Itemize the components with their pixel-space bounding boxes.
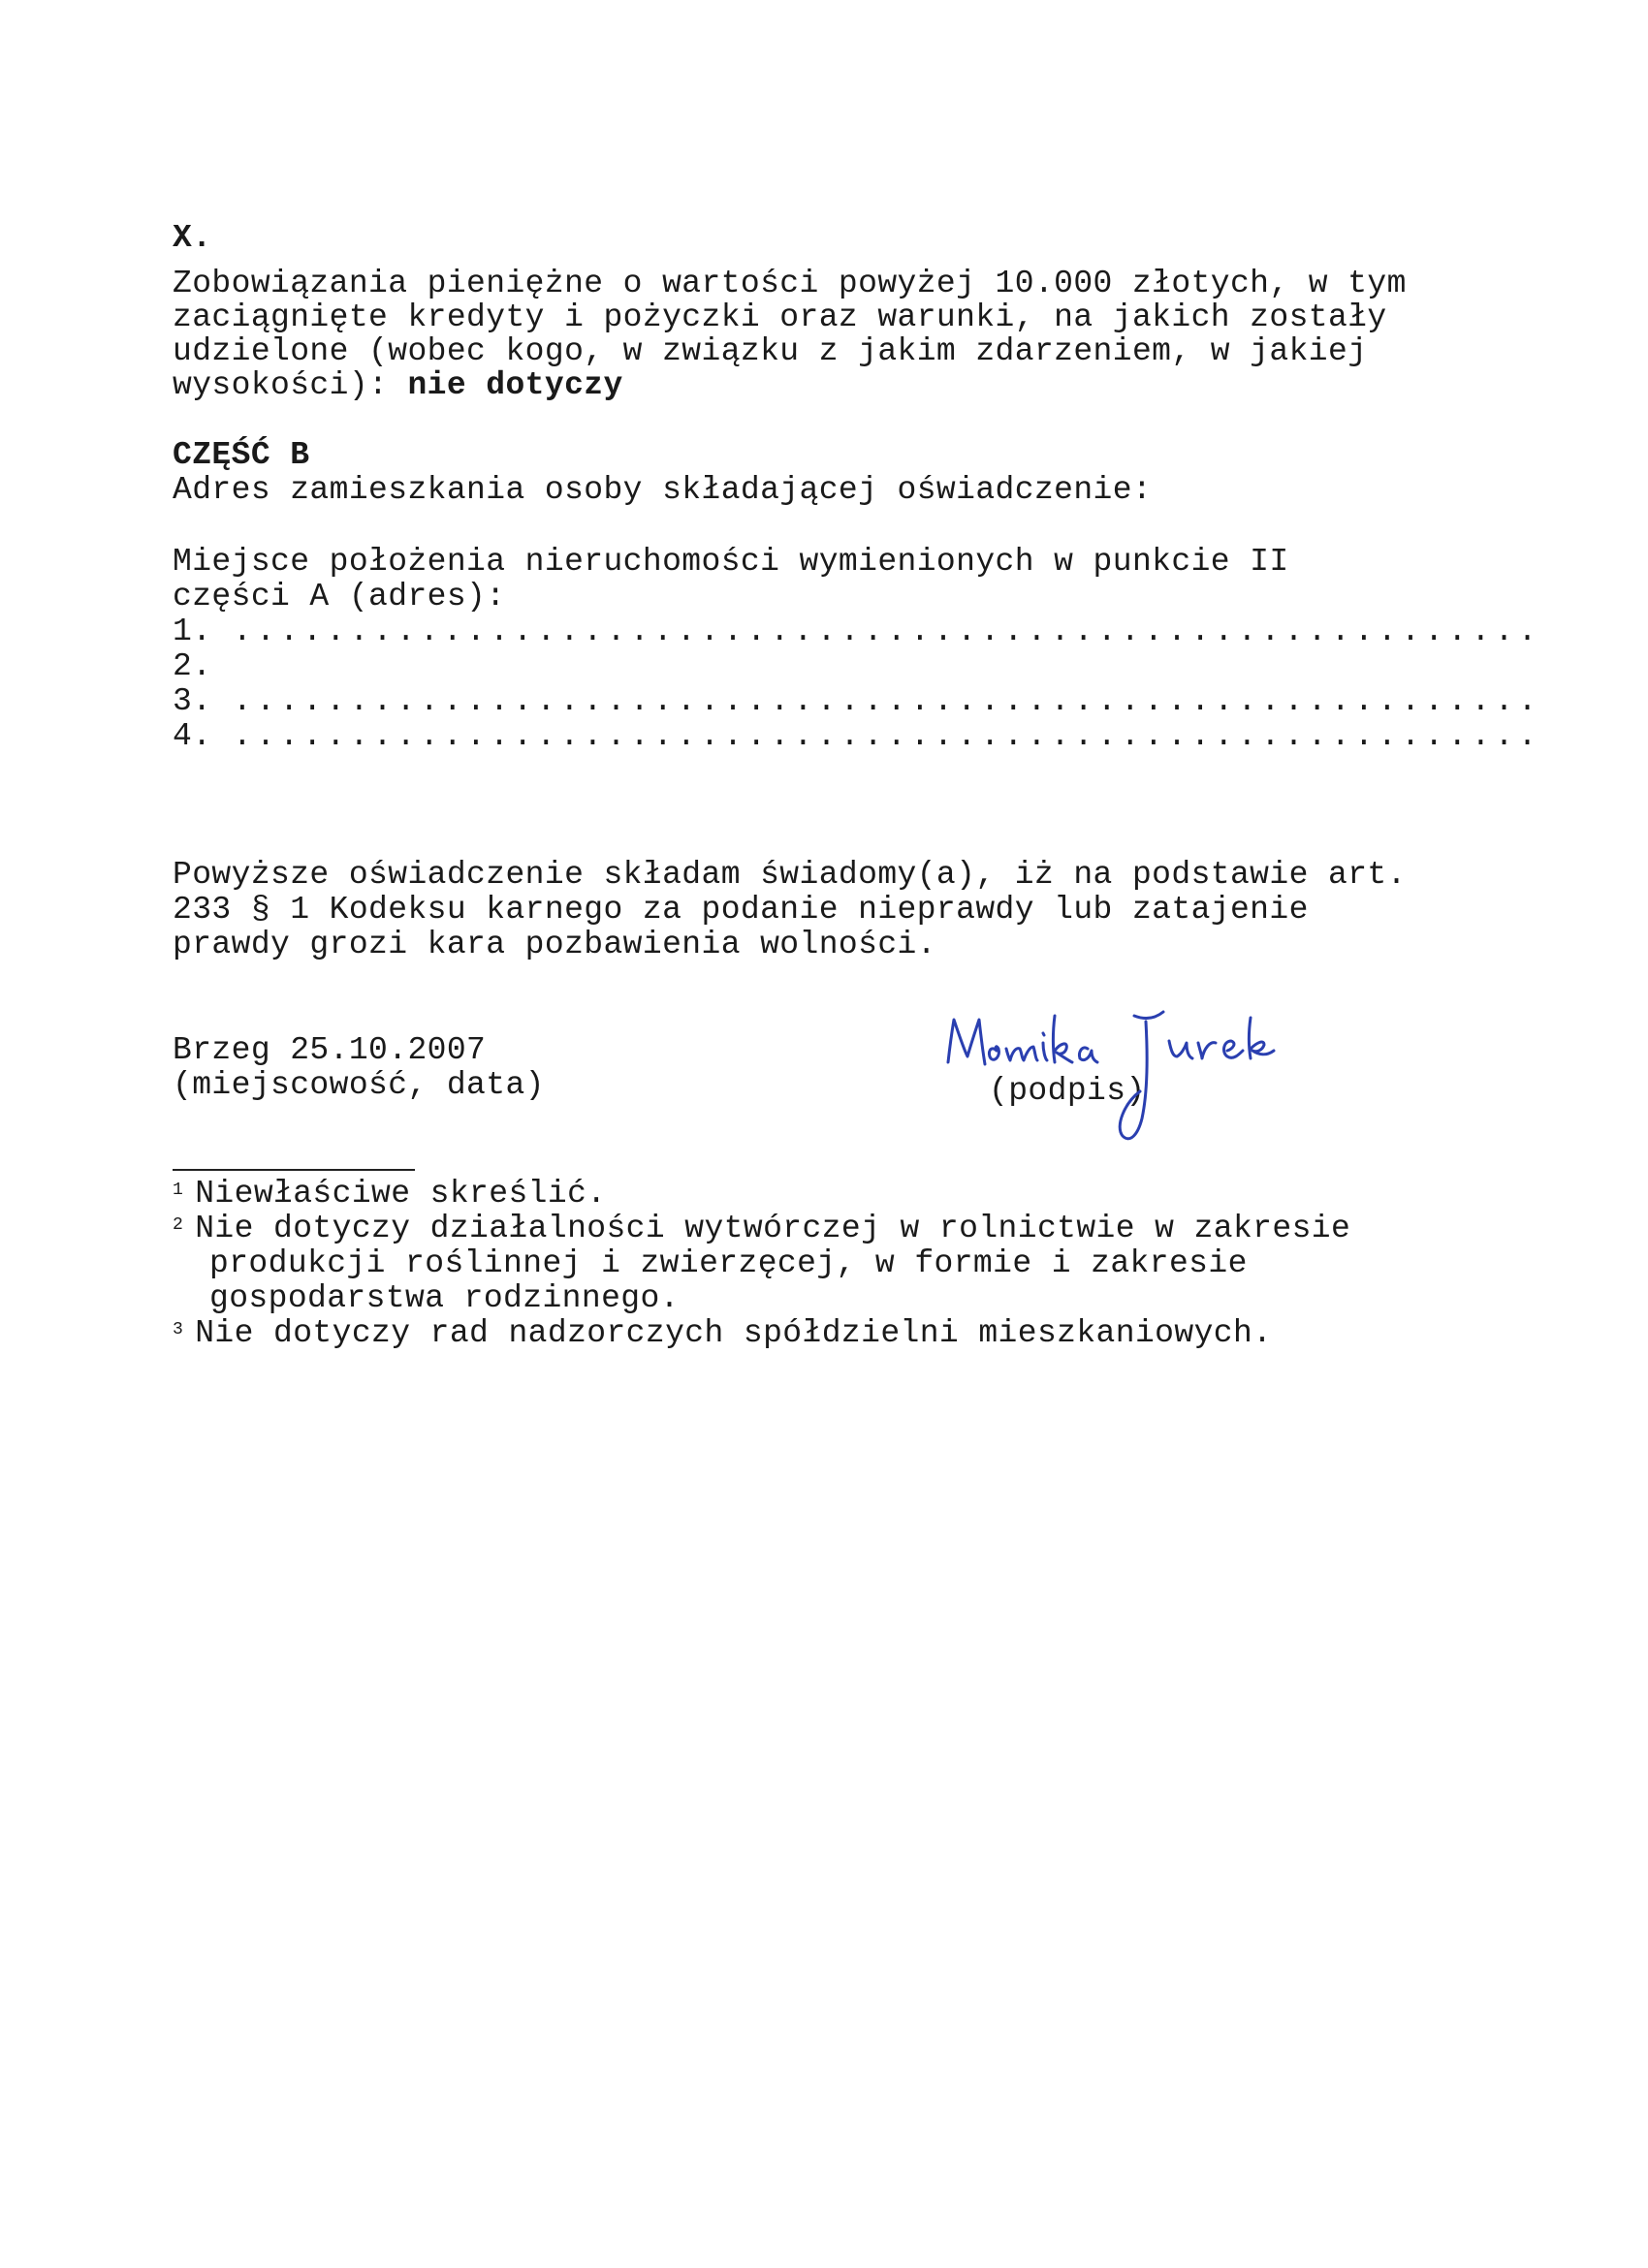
section-x-answer: nie dotyczy — [407, 367, 623, 403]
footnote-text: Niewłaściwe skreślić. — [195, 1176, 607, 1212]
section-x-text-line: Zobowiązania pieniężne o wartości powyżej 10.000 złotych, w tym — [173, 266, 1407, 301]
footnote-mark: 2 — [173, 1215, 184, 1235]
footnote-text: gospodarstwa rodzinnego. — [209, 1280, 680, 1316]
footnote-text: Nie dotyczy rad nadzorczych spółdzielni mieszkaniowych. — [195, 1315, 1273, 1351]
signature-stroke — [1250, 1018, 1275, 1058]
signature-stroke — [1006, 1047, 1037, 1060]
footnote-text: produkcji roślinnej i zwierzęcej, w formie i zakresie — [209, 1245, 1248, 1281]
signature-stroke — [1054, 1016, 1073, 1062]
footnote-2 — [173, 1212, 1350, 1246]
signature-stroke — [1043, 1033, 1044, 1035]
declaration-line: Powyższe oświadczenie składam świadomy(a), iż na podstawie art. — [173, 857, 1407, 893]
declaration-line: prawdy grozi kara pozbawienia wolności. — [173, 927, 936, 962]
footnote-mark: 3 — [173, 1320, 184, 1339]
signature-stroke — [1120, 1012, 1163, 1139]
section-x-text-line: zaciągnięte kredyty i pożyczki oraz warunki, na jakich zostały — [173, 299, 1387, 335]
property-item-number: 1. — [173, 614, 212, 649]
property-item-number: 3. — [173, 683, 212, 719]
signature-stroke — [1224, 1041, 1243, 1057]
property-label-line: Miejsce położenia nieruchomości wymienionych w punkcie II — [173, 544, 1289, 580]
place-date-label: (miejscowość, data) — [173, 1067, 545, 1103]
place-date-value: Brzeg 25.10.2007 — [173, 1032, 487, 1068]
section-x-text-line: udzielone (wobec kogo, w związku z jakim zdarzeniem, w jakiej — [173, 333, 1368, 369]
property-item-number: 2. — [173, 648, 212, 684]
signature-stroke — [948, 1020, 985, 1064]
signature-stroke — [1198, 1043, 1216, 1058]
property-item-dots: ........................................................ — [233, 718, 1541, 754]
section-x-text-prefix: wysokości): — [173, 367, 408, 403]
address-label: Adres zamieszkania osoby składającej oświadczenie: — [173, 472, 1153, 508]
footnote-3 — [173, 1316, 1272, 1351]
signature-stroke — [1043, 1043, 1047, 1060]
section-x-last-line — [173, 368, 623, 403]
footnote-separator — [173, 1169, 415, 1171]
footnote-mark: 1 — [173, 1181, 184, 1200]
footnote-1 — [173, 1177, 606, 1212]
signature-label: (podpis) — [989, 1073, 1146, 1109]
property-item-dots: ........................................................ — [233, 614, 1541, 649]
signature-stroke — [989, 1047, 998, 1059]
declaration-line: 233 § 1 Kodeksu karnego za podanie nieprawdy lub zatajenie — [173, 892, 1309, 928]
property-label-line: części A (adres): — [173, 579, 506, 614]
footnote-text: Nie dotyczy działalności wytwórczej w rolnictwie w zakresie — [195, 1211, 1351, 1246]
signature-stroke — [1079, 1048, 1097, 1062]
part-b-heading: CZĘŚĆ B — [173, 437, 310, 473]
section-x-heading: X. — [173, 220, 212, 256]
handwritten-signature — [940, 998, 1347, 1163]
signature-stroke — [1169, 1041, 1192, 1058]
property-item-number: 4. — [173, 718, 212, 754]
property-item-dots: ........................................................ — [233, 683, 1541, 719]
